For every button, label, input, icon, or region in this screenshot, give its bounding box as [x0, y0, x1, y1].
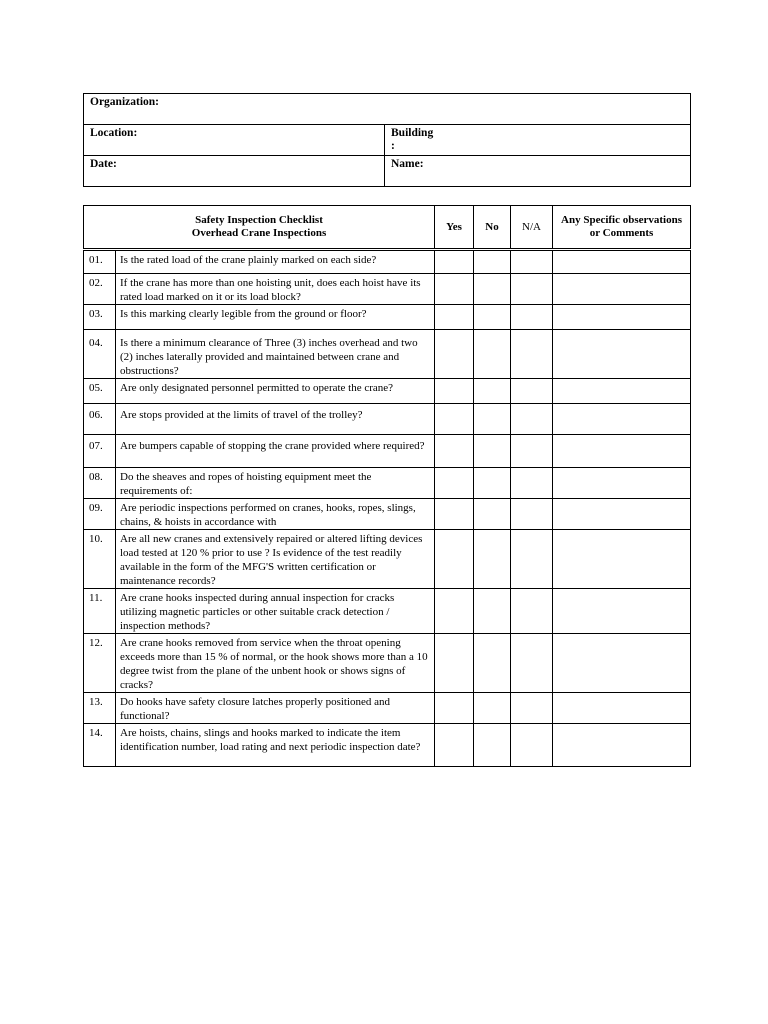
item-number: 14.	[84, 724, 116, 767]
yes-cell[interactable]	[435, 379, 474, 404]
table-row	[84, 468, 691, 499]
comments-cell[interactable]	[553, 250, 691, 274]
no-cell[interactable]	[474, 693, 511, 724]
table-row	[84, 499, 691, 530]
item-number: 11.	[84, 589, 116, 634]
table-row	[84, 274, 691, 305]
comments-cell[interactable]	[553, 468, 691, 499]
column-header-yes: Yes	[435, 206, 474, 250]
table-row	[84, 250, 691, 274]
item-question: Do the sheaves and ropes of hoisting equipment meet the requirements of:	[116, 468, 435, 499]
table-row	[84, 634, 691, 693]
date-field[interactable]	[84, 156, 385, 187]
na-cell[interactable]	[511, 530, 553, 589]
comments-cell[interactable]	[553, 274, 691, 305]
column-header-na: N/A	[511, 206, 553, 250]
yes-cell[interactable]	[435, 274, 474, 305]
item-number: 03.	[84, 305, 116, 330]
no-cell[interactable]	[474, 250, 511, 274]
item-question: Is this marking clearly legible from the ground or floor?	[116, 305, 435, 330]
yes-cell[interactable]	[435, 305, 474, 330]
yes-cell[interactable]	[435, 693, 474, 724]
location-label: Location:	[90, 127, 138, 139]
no-cell[interactable]	[474, 468, 511, 499]
checklist-title-line1: Safety Inspection Checklist	[195, 214, 323, 226]
table-row	[84, 379, 691, 404]
column-header-comments: Any Specific observations or Comments	[553, 206, 691, 250]
table-row	[84, 305, 691, 330]
name-field[interactable]	[385, 156, 691, 187]
organization-field[interactable]	[84, 94, 691, 125]
comments-cell[interactable]	[553, 693, 691, 724]
yes-cell[interactable]	[435, 724, 474, 767]
no-cell[interactable]	[474, 274, 511, 305]
item-number: 13.	[84, 693, 116, 724]
checklist-title	[84, 206, 435, 250]
checklist-title-line2: Overhead Crane Inspections	[191, 227, 327, 239]
na-cell[interactable]	[511, 330, 553, 379]
na-cell[interactable]	[511, 250, 553, 274]
na-cell[interactable]	[511, 499, 553, 530]
item-number: 02.	[84, 274, 116, 305]
item-question: Are crane hooks removed from service when the throat opening exceeds more than 15 % of normal, or the hook shows more than a 10 degree twist from the plane of the unbent hook or shows signs of cracks?	[116, 634, 435, 693]
yes-cell[interactable]	[435, 404, 474, 435]
comments-cell[interactable]	[553, 404, 691, 435]
no-cell[interactable]	[474, 499, 511, 530]
yes-cell[interactable]	[435, 499, 474, 530]
table-row	[84, 589, 691, 634]
no-cell[interactable]	[474, 530, 511, 589]
no-cell[interactable]	[474, 404, 511, 435]
comments-cell[interactable]	[553, 499, 691, 530]
name-label: Name:	[391, 158, 424, 170]
item-question: Are stops provided at the limits of travel of the trolley?	[116, 404, 435, 435]
item-number: 04.	[84, 330, 116, 379]
table-row	[84, 724, 691, 767]
comments-cell[interactable]	[553, 634, 691, 693]
item-question: Is the rated load of the crane plainly marked on each side?	[116, 250, 435, 274]
item-number: 12.	[84, 634, 116, 693]
table-row	[84, 530, 691, 589]
building-field[interactable]	[385, 125, 691, 156]
item-question: If the crane has more than one hoisting unit, does each hoist have its rated load marked on it or its load block?	[116, 274, 435, 305]
no-cell[interactable]	[474, 379, 511, 404]
item-question: Are bumpers capable of stopping the crane provided where required?	[116, 435, 435, 468]
na-cell[interactable]	[511, 404, 553, 435]
comments-cell[interactable]	[553, 530, 691, 589]
item-question: Is there a minimum clearance of Three (3) inches overhead and two (2) inches laterally provided and maintained between crane and obstructions?	[116, 330, 435, 379]
no-cell[interactable]	[474, 724, 511, 767]
comments-cell[interactable]	[553, 305, 691, 330]
header-info-table	[83, 93, 691, 187]
na-cell[interactable]	[511, 305, 553, 330]
na-cell[interactable]	[511, 274, 553, 305]
no-cell[interactable]	[474, 330, 511, 379]
item-number: 10.	[84, 530, 116, 589]
organization-label: Organization:	[90, 96, 159, 108]
yes-cell[interactable]	[435, 634, 474, 693]
table-row	[84, 693, 691, 724]
item-question: Are all new cranes and extensively repaired or altered lifting devices load tested at 120 % prior to use ? Is evidence of the test readily available in the form of the MFG'S written certification or maintenance records?	[116, 530, 435, 589]
no-cell[interactable]	[474, 634, 511, 693]
no-cell[interactable]	[474, 435, 511, 468]
na-cell[interactable]	[511, 468, 553, 499]
yes-cell[interactable]	[435, 330, 474, 379]
na-cell[interactable]	[511, 724, 553, 767]
date-label: Date:	[90, 158, 117, 170]
item-number: 05.	[84, 379, 116, 404]
inspection-checklist-table	[83, 205, 691, 767]
yes-cell[interactable]	[435, 589, 474, 634]
item-number: 07.	[84, 435, 116, 468]
item-number: 01.	[84, 250, 116, 274]
item-number: 09.	[84, 499, 116, 530]
item-number: 06.	[84, 404, 116, 435]
item-question: Are hoists, chains, slings and hooks marked to indicate the item identification number, load rating and next periodic inspection date?	[116, 724, 435, 767]
no-cell[interactable]	[474, 589, 511, 634]
building-label: Building :	[391, 127, 434, 152]
comments-cell[interactable]	[553, 589, 691, 634]
yes-cell[interactable]	[435, 530, 474, 589]
item-question: Are crane hooks inspected during annual inspection for cracks utilizing magnetic particles or other suitable crack detection / inspection methods?	[116, 589, 435, 634]
na-cell[interactable]	[511, 634, 553, 693]
yes-cell[interactable]	[435, 435, 474, 468]
comments-cell[interactable]	[553, 379, 691, 404]
na-cell[interactable]	[511, 693, 553, 724]
table-row	[84, 404, 691, 435]
location-field[interactable]	[84, 125, 385, 156]
na-cell[interactable]	[511, 435, 553, 468]
item-question: Do hooks have safety closure latches properly positioned and functional?	[116, 693, 435, 724]
column-header-no: No	[474, 206, 511, 250]
item-question: Are periodic inspections performed on cranes, hooks, ropes, slings, chains, & hoists in accordance with	[116, 499, 435, 530]
no-cell[interactable]	[474, 305, 511, 330]
comments-cell[interactable]	[553, 330, 691, 379]
na-cell[interactable]	[511, 379, 553, 404]
yes-cell[interactable]	[435, 468, 474, 499]
na-cell[interactable]	[511, 589, 553, 634]
table-row	[84, 330, 691, 379]
comments-cell[interactable]	[553, 435, 691, 468]
item-question: Are only designated personnel permitted to operate the crane?	[116, 379, 435, 404]
yes-cell[interactable]	[435, 250, 474, 274]
comments-cell[interactable]	[553, 724, 691, 767]
item-number: 08.	[84, 468, 116, 499]
table-row	[84, 435, 691, 468]
